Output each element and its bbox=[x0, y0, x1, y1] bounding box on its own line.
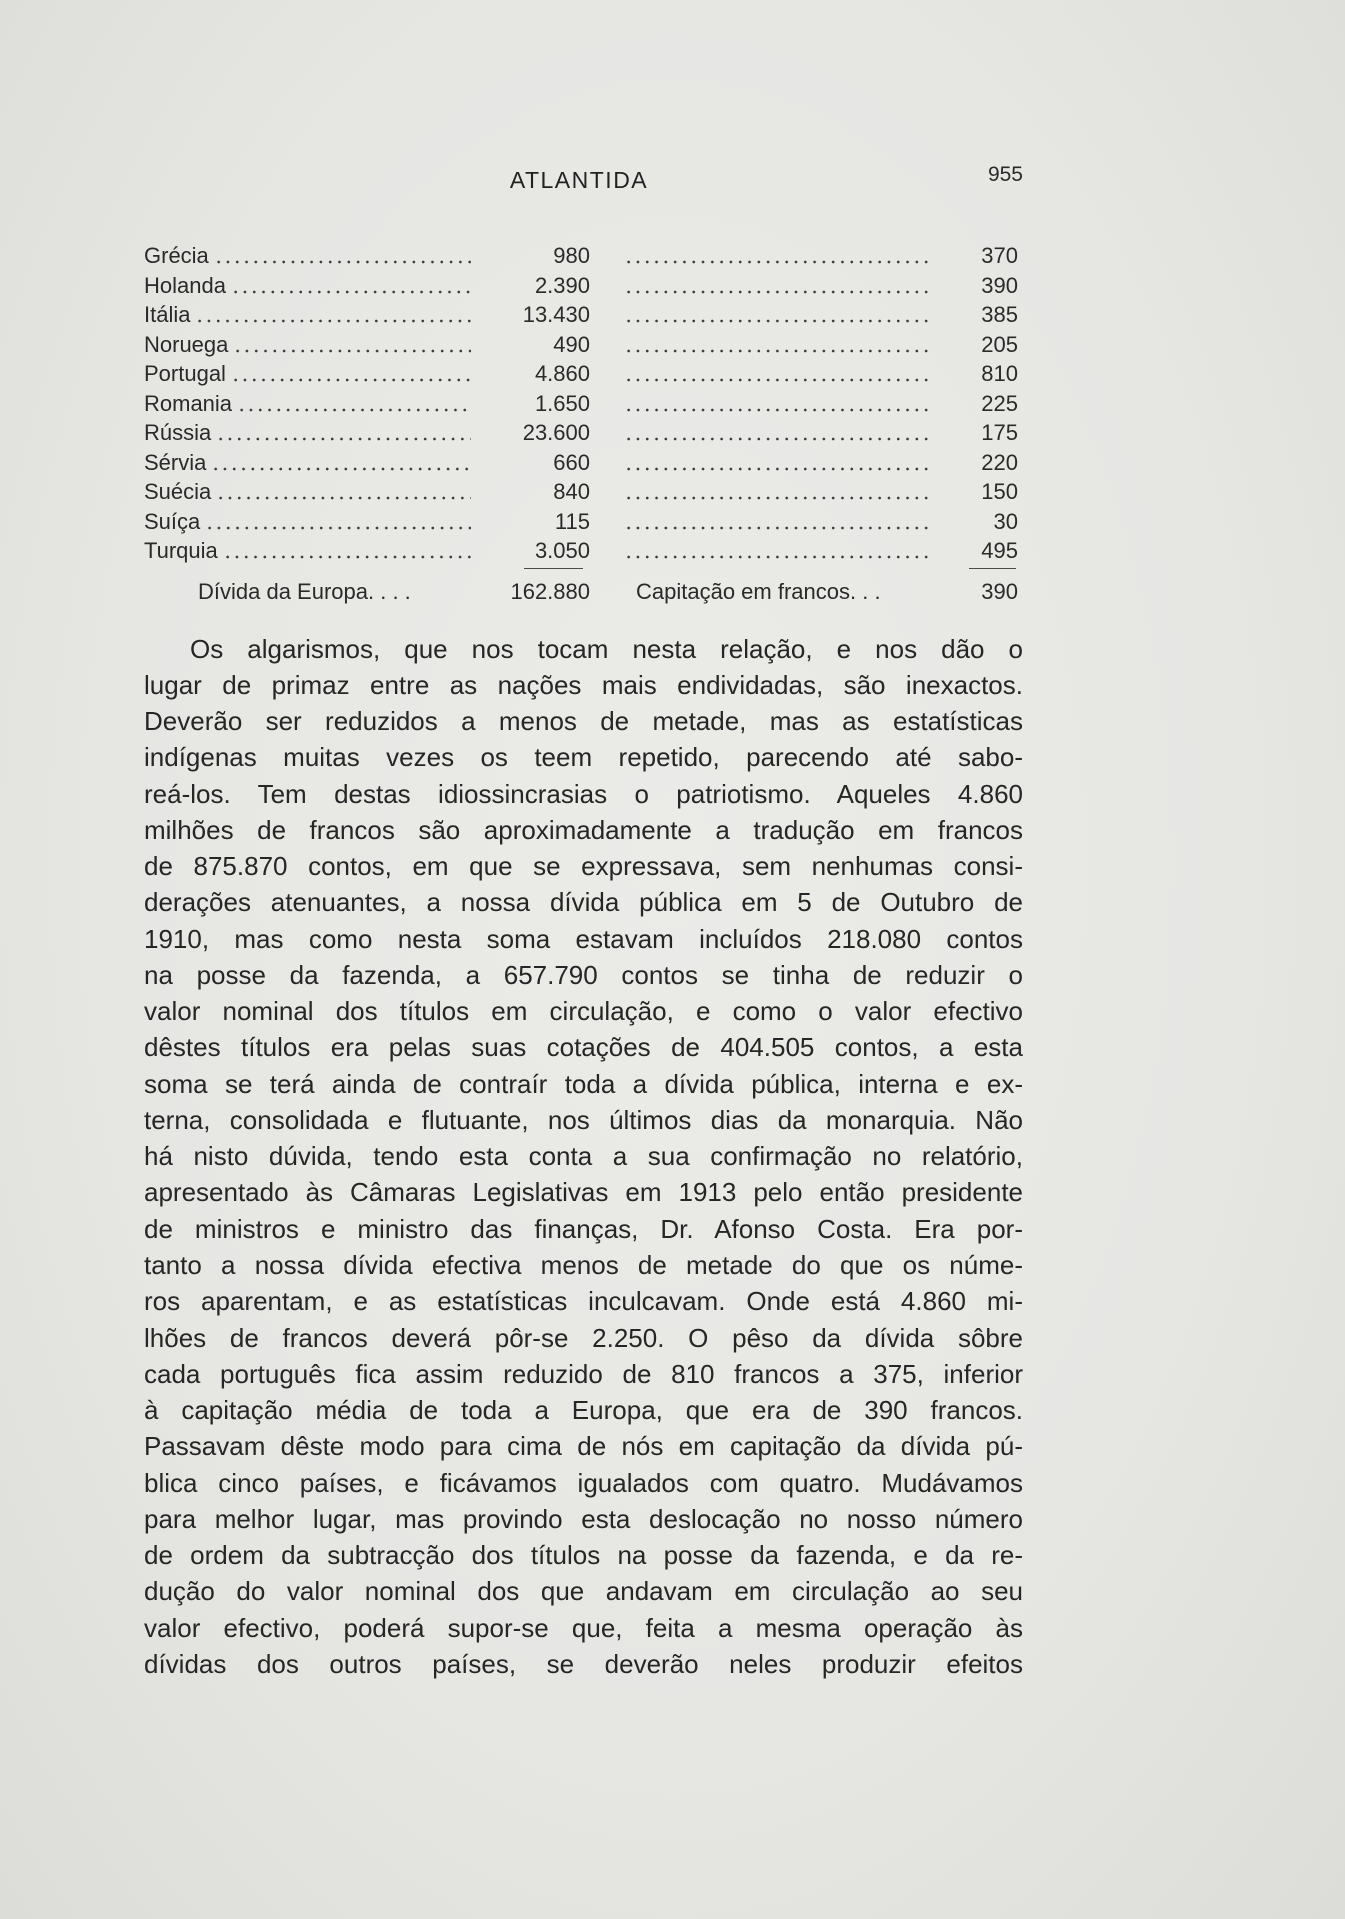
text-line: 1910, mas como nesta soma estavam incluídos 218.080 contos bbox=[144, 923, 1023, 954]
text-line: Passavam dêste modo para cima de nós em capitação da dívida pú- bbox=[144, 1431, 1023, 1462]
sum-rule bbox=[524, 568, 583, 569]
dot-leader bbox=[231, 330, 471, 360]
table-row bbox=[144, 300, 1018, 330]
per-capita-label: Capitação em francos. . . bbox=[636, 579, 881, 604]
per-capita-value: 390 bbox=[981, 272, 1018, 298]
text-line: apresentado às Câmaras Legislativas em 1913 pelo então presidente bbox=[144, 1177, 1023, 1208]
text-line: tanto a nossa dívida efectiva menos de metade do que os núme- bbox=[144, 1250, 1023, 1281]
country-cell bbox=[144, 536, 471, 566]
dot-leader bbox=[622, 477, 930, 507]
country-cell bbox=[144, 241, 471, 271]
country-name: Romania bbox=[144, 390, 233, 416]
dot-leader bbox=[229, 271, 471, 301]
text-line: dívidas dos outros países, se deverão neles produzir efeitos bbox=[144, 1648, 1023, 1679]
per-capita-value: 225 bbox=[981, 390, 1018, 416]
dot-leader bbox=[622, 536, 930, 566]
text-line: blica cinco países, e ficávamos igualados com quatro. Mudávamos bbox=[144, 1467, 1023, 1498]
table-row bbox=[144, 507, 1018, 537]
table-row bbox=[144, 536, 1018, 566]
table-row bbox=[144, 448, 1018, 478]
text-line: de ministros e ministro das finanças, Dr. Afonso Costa. Era por- bbox=[144, 1213, 1023, 1244]
country-cell bbox=[144, 330, 471, 360]
text-line: dução do valor nominal dos que andavam em circulação ao seu bbox=[144, 1576, 1023, 1607]
page-number: 955 bbox=[987, 163, 1023, 186]
text-line: soma se terá ainda de contraír toda a dívida pública, interna e ex- bbox=[144, 1068, 1023, 1099]
dot-leader bbox=[622, 448, 930, 478]
table-row bbox=[144, 330, 1018, 360]
debt-value: 980 bbox=[553, 243, 590, 268]
country-cell bbox=[144, 477, 471, 507]
dot-leader bbox=[235, 389, 471, 419]
per-capita-value: 175 bbox=[981, 420, 1018, 445]
body-paragraph bbox=[144, 631, 1023, 1683]
country-name: Sérvia bbox=[144, 449, 207, 475]
text-line: reá-los. Tem destas idiossincrasias o patriotismo. Aqueles 4.860 bbox=[144, 778, 1023, 809]
debt-value: 660 bbox=[553, 449, 590, 475]
debt-value: 13.430 bbox=[522, 302, 590, 327]
table-row bbox=[144, 359, 1018, 389]
country-name: Rússia bbox=[144, 420, 212, 445]
per-capita-value: 370 bbox=[981, 243, 1018, 268]
per-capita-value: 220 bbox=[981, 449, 1018, 475]
per-capita-value: 205 bbox=[981, 331, 1018, 357]
dot-leader bbox=[229, 359, 471, 389]
per-capita-value: 30 bbox=[993, 508, 1018, 534]
country-name: Portugal bbox=[144, 361, 226, 386]
dot-leader bbox=[622, 359, 930, 389]
sum-rule bbox=[969, 568, 1016, 569]
dot-leader bbox=[209, 448, 471, 478]
country-cell bbox=[144, 300, 471, 330]
dot-leader bbox=[622, 300, 930, 330]
country-name: Suécia bbox=[144, 479, 212, 504]
text-line: na posse da fazenda, a 657.790 contos se tinha de reduzir o bbox=[144, 959, 1023, 990]
country-cell bbox=[144, 418, 471, 448]
country-cell bbox=[144, 271, 471, 301]
country-name: Itália bbox=[144, 302, 191, 327]
text-line: lugar de primaz entre as nações mais endividadas, são inexactos. bbox=[144, 669, 1023, 700]
dot-leader bbox=[622, 330, 930, 360]
dot-leader bbox=[203, 507, 471, 537]
text-line: à capitação média de toda a Europa, que era de 390 francos. bbox=[144, 1395, 1023, 1426]
country-name: Suíça bbox=[144, 508, 201, 534]
country-name: Grécia bbox=[144, 243, 209, 268]
debt-value: 115 bbox=[554, 508, 590, 534]
debt-value: 1.650 bbox=[534, 390, 590, 416]
country-cell bbox=[144, 507, 471, 537]
text-line: milhões de francos são aproximadamente a tradução em francos bbox=[144, 814, 1023, 845]
text-line: lhões de francos deverá pôr-se 2.250. O pêso da dívida sôbre bbox=[144, 1322, 1023, 1353]
table-row bbox=[144, 418, 1018, 448]
country-name: Turquia bbox=[144, 538, 218, 563]
debt-table bbox=[144, 241, 1018, 611]
debt-value: 2.390 bbox=[534, 272, 590, 298]
dot-leader bbox=[622, 241, 930, 271]
table-row bbox=[144, 477, 1018, 507]
per-capita-value: 810 bbox=[981, 361, 1018, 386]
dot-leader bbox=[212, 241, 471, 271]
per-capita-value: 495 bbox=[981, 538, 1018, 563]
text-line: valor efectivo, poderá supor-se que, feita a mesma operação às bbox=[144, 1612, 1023, 1643]
dot-leader bbox=[221, 536, 471, 566]
text-line: para melhor lugar, mas provindo esta deslocação no nosso número bbox=[144, 1503, 1023, 1534]
text-line: indígenas muitas vezes os teem repetido, parecendo até sabo- bbox=[144, 742, 1023, 773]
table-row bbox=[144, 241, 1018, 271]
total-label: Dívida da Europa. . . . bbox=[198, 579, 411, 604]
dot-leader bbox=[193, 300, 471, 330]
country-cell bbox=[144, 359, 471, 389]
dot-leader bbox=[622, 418, 930, 448]
dot-leader bbox=[622, 389, 930, 419]
debt-value: 4.860 bbox=[534, 361, 590, 386]
text-line: derações atenuantes, a nossa dívida pública em 5 de Outubro de bbox=[144, 887, 1023, 918]
text-line: terna, consolidada e flutuante, nos últimos dias da monarquia. Não bbox=[144, 1104, 1023, 1135]
country-cell bbox=[144, 389, 471, 419]
total-row bbox=[144, 577, 1018, 607]
debt-value: 490 bbox=[553, 331, 590, 357]
text-line: Os algarismos, que nos tocam nesta relação, e nos dão o bbox=[190, 633, 1023, 664]
country-name: Holanda bbox=[144, 272, 226, 298]
table-row bbox=[144, 389, 1018, 419]
debt-value: 3.050 bbox=[534, 538, 590, 563]
text-line: há nisto dúvida, tendo esta conta a sua confirmação no relatório, bbox=[144, 1141, 1023, 1172]
per-capita-value: 385 bbox=[981, 302, 1018, 327]
country-cell bbox=[144, 448, 471, 478]
text-line: valor nominal dos títulos em circulação, e como o valor efectivo bbox=[144, 996, 1023, 1027]
text-line: Deverão ser reduzidos a menos de metade, mas as estatísticas bbox=[144, 706, 1023, 737]
text-line: de 875.870 contos, em que se expressava, sem nenhumas consi- bbox=[144, 851, 1023, 882]
dot-leader bbox=[622, 507, 930, 537]
text-line: ros aparentam, e as estatísticas inculcavam. Onde está 4.860 mi- bbox=[144, 1286, 1023, 1317]
per-capita-total-value: 390 bbox=[981, 579, 1018, 604]
debt-value: 840 bbox=[553, 479, 590, 504]
table-row bbox=[144, 271, 1018, 301]
text-line: de ordem da subtracção dos títulos na posse da fazenda, e da re- bbox=[144, 1540, 1023, 1571]
dot-leader bbox=[214, 418, 471, 448]
text-line: cada português fica assim reduzido de 810 francos a 375, inferior bbox=[144, 1358, 1023, 1389]
dot-leader bbox=[214, 477, 471, 507]
per-capita-value: 150 bbox=[981, 479, 1018, 504]
total-debt-value: 162.880 bbox=[510, 579, 590, 604]
country-name: Noruega bbox=[144, 331, 229, 357]
text-line: dêstes títulos era pelas suas cotações de 404.505 contos, a esta bbox=[144, 1032, 1023, 1063]
debt-value: 23.600 bbox=[522, 420, 590, 445]
running-head-title: ATLANTIDA bbox=[509, 167, 649, 193]
dot-leader bbox=[622, 271, 930, 301]
